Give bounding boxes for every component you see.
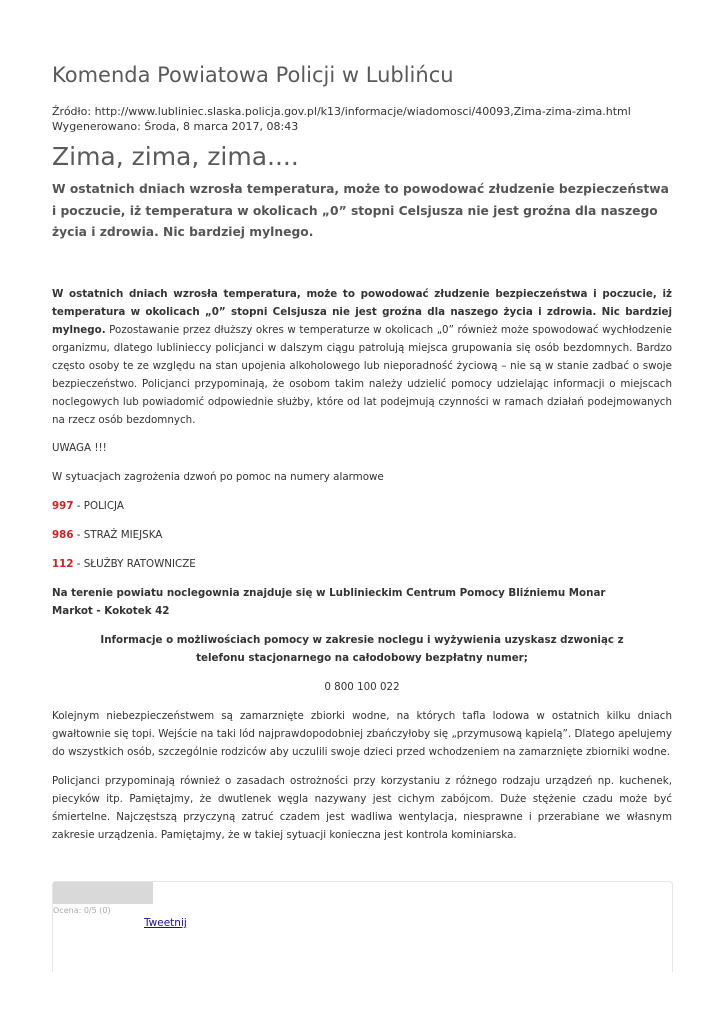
source-url: Źródło: http://www.lubliniec.slaska.policja.gov.pl/k13/informacje/wiadomosci/40093,Zima-zima-zima.html: [52, 105, 631, 118]
article-lead: W ostatnich dniach wzrosła temperatura, może to powodować złudzenie bezpieczeństwa i poczucie, iż temperatura w okolicach „0” stopni Celsjusza nie jest groźna dla naszego życia i zdrowia. Nic bardziej mylnego.: [52, 182, 669, 239]
alarm-intro: W sytuacjach zagrożenia dzwoń po pomoc na numery alarmowe: [52, 471, 384, 483]
article-body: [52, 285, 672, 855]
tweet-link[interactable]: Tweetnij: [144, 917, 187, 929]
generated-date: Wygenerowano: Środa, 8 marca 2017, 08:43: [52, 120, 299, 133]
helpline-number: 0 800 100 022: [324, 681, 400, 693]
site-title: Komenda Powiatowa Policji w Lublińcu: [52, 63, 454, 87]
warning-text: UWAGA !!!: [52, 442, 107, 454]
co-warning-paragraph: Policjanci przypominają również o zasadach ostrożności przy korzystaniu z różnego rodzaju urządzeń np. kuchenek, piecyków itp. Pamiętajmy, że dwutlenek węgla nazywany jest cichym zabójcom. Duże stężenie czadu może być śmiertelne. Najczęstszą przyczyną zatruć czadem jest wadliwa wentylacja, niesprawne i przerabiane we własnym zakresie urządzenia. Pamiętajmy, że w takiej sytuacji konieczna jest kontrola kominiarska.: [52, 775, 672, 841]
article-title: Zima, zima, zima....: [52, 142, 299, 171]
intro-bold-text: W ostatnich dniach wzrosła temperatura, może to powodować złudzenie bezpieczeństwa i poczucie, iż temperatura w okolicach „0” stopni Celsjusza nie jest groźna dla naszego życia i zdrowia. Nic bardziej mylnego.: [52, 288, 672, 336]
emergency-label: - POLICJA: [73, 500, 124, 512]
shelter-info: Na terenie powiatu noclegownia znajduje się w Lublinieckim Centrum Pomocy Bliźniemu Monar Markot - Kokotek 42: [52, 587, 606, 617]
intro-paragraph: [52, 285, 672, 429]
emergency-number: 112: [52, 558, 74, 570]
intro-text: Pozostawanie przez dłuższy okres w temperaturze w okolicach „0” również może spowodować wychłodzenie organizmu, dlatego lublinieccy policjanci w dalszym ciągu patrolują miejsca grupowania się osób bezdomnych. Bardzo często osoby te ze względu na stan upojenia alkoholowego lub nieporadność życiową – nie są w stanie zadbać o swoje bezpieczeństwo. Policjanci przypominają, że osobom takim należy udzielić pomocy udzielając informacji o miejscach noclegowych lub powiadomić odpowiednie służby, które od lat podejmują czynności w ramach działań podejmowanych na rzecz osób bezdomnych.: [52, 324, 672, 426]
emergency-item-rescue: [52, 555, 672, 573]
emergency-item-city-guard: [52, 526, 672, 544]
rating-text: Ocena: 0/5 (0): [53, 906, 111, 915]
emergency-item-police: [52, 497, 672, 515]
document-meta: [52, 104, 631, 134]
ice-warning-paragraph: Kolejnym niebezpieczeństwem są zamarznięte zbiorki wodne, na których tafla lodowa w ostatnich kilku dniach gwałtownie się topi. Wejście na taki lód najprawdopodobniej zbańczyłoby się „przymusową kąpielą”. Dlatego apelujemy do wszystkich osób, szczególnie rodziców aby uczulili swoje dzieci przed wchodzeniem na zamarznięte zbiorniki wodne.: [52, 710, 672, 758]
rating-box: [52, 881, 673, 972]
emergency-number: 986: [52, 529, 74, 541]
rating-stars[interactable]: [53, 882, 153, 904]
emergency-label: - SŁUŻBY RATOWNICZE: [73, 558, 196, 570]
emergency-label: - STRAŻ MIEJSKA: [73, 529, 163, 541]
emergency-number: 997: [52, 500, 74, 512]
helpline-info: Informacje o możliwościach pomocy w zakresie noclegu i wyżywienia uzyskasz dzwoniąc z telefonu stacjonarnego na całodobowy bezpłatny numer;: [100, 634, 624, 664]
